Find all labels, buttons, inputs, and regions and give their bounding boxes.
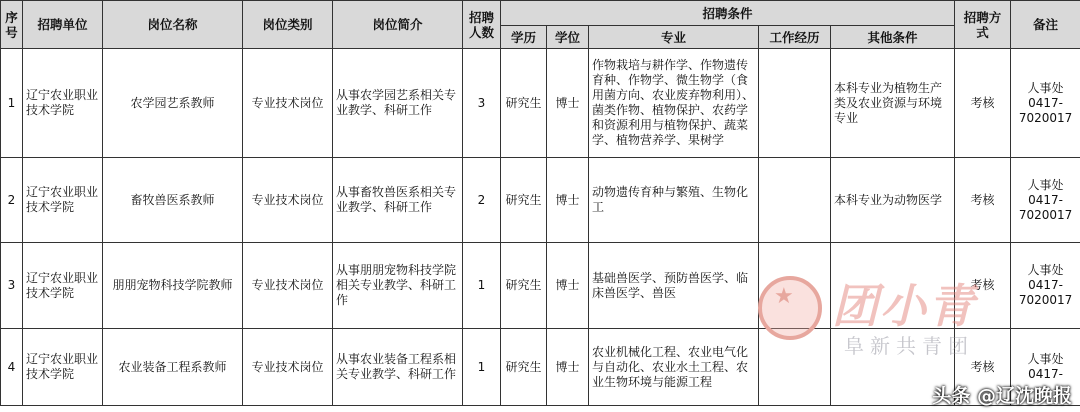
header-conditions: 招聘条件 [501, 1, 955, 26]
cell-unit: 辽宁农业职业技术学院 [23, 329, 103, 406]
cell-remark: 人事处 0417-7020017 [1011, 49, 1080, 158]
header-degree: 学位 [547, 26, 589, 49]
cell-degree: 博士 [547, 158, 589, 243]
cell-position: 农业装备工程系教师 [103, 329, 243, 406]
cell-degree: 博士 [547, 49, 589, 158]
cell-major: 作物栽培与耕作学、作物遗传育种、作物学、微生物学（食用菌方向、农业废弃物利用）、菌类作物、植物保护、农药学和资源利用与植物保护、蔬菜学、植物营养学、果树学 [589, 49, 759, 158]
cell-position: 朋朋宠物科技学院教师 [103, 243, 243, 329]
watermark-subtitle: 阜新共青团 [844, 334, 974, 358]
cell-experience [759, 243, 831, 329]
cell-seq: 2 [1, 158, 23, 243]
cell-count: 3 [463, 49, 501, 158]
cell-method: 考核 [955, 49, 1011, 158]
cell-count: 2 [463, 158, 501, 243]
cell-intro: 从事农学园艺系相关专业教学、科研工作 [333, 49, 463, 158]
header-method: 招聘方式 [955, 1, 1011, 49]
cell-count: 1 [463, 329, 501, 406]
cell-category: 专业技术岗位 [243, 329, 333, 406]
source-caption: 头条 @辽沈晚报 [932, 385, 1072, 407]
cell-method: 考核 [955, 243, 1011, 329]
cell-remark: 人事处 0417- [1011, 329, 1080, 406]
watermark-title: 团小青 [832, 279, 976, 333]
header-position: 岗位名称 [103, 1, 243, 49]
cell-category: 专业技术岗位 [243, 243, 333, 329]
cell-degree: 博士 [547, 329, 589, 406]
header-unit: 招聘单位 [23, 1, 103, 49]
cell-major: 动物遗传育种与繁殖、生物化工 [589, 158, 759, 243]
cell-education: 研究生 [501, 243, 547, 329]
cell-major: 基础兽医学、预防兽医学、临床兽医学、兽医 [589, 243, 759, 329]
cell-experience [759, 329, 831, 406]
header-major: 专业 [589, 26, 759, 49]
cell-seq: 1 [1, 49, 23, 158]
cell-unit: 辽宁农业职业技术学院 [23, 158, 103, 243]
cell-intro: 从事农业装备工程系相关专业教学、科研工作 [333, 329, 463, 406]
cell-category: 专业技术岗位 [243, 49, 333, 158]
cell-other: 本科专业为动物医学 [831, 158, 955, 243]
cell-method: 考核 [955, 329, 1011, 406]
cell-remark: 人事处 0417-7020017 [1011, 243, 1080, 329]
cell-intro: 从事畜牧兽医系相关专业教学、科研工作 [333, 158, 463, 243]
table-row [1, 243, 1080, 329]
cell-education: 研究生 [501, 329, 547, 406]
cell-category: 专业技术岗位 [243, 158, 333, 243]
cell-other [831, 243, 955, 329]
cell-degree: 博士 [547, 243, 589, 329]
cell-education: 研究生 [501, 158, 547, 243]
table-row [1, 329, 1080, 406]
header-education: 学历 [501, 26, 547, 49]
cell-major: 农业机械化工程、农业电气化与自动化、农业水土工程、农业生物环境与能源工程 [589, 329, 759, 406]
cell-method: 考核 [955, 158, 1011, 243]
cell-unit: 辽宁农业职业技术学院 [23, 49, 103, 158]
cell-unit: 辽宁农业职业技术学院 [23, 243, 103, 329]
cell-other: 本科专业为植物生产类及农业资源与环境专业 [831, 49, 955, 158]
table-row [1, 49, 1080, 158]
header-remark: 备注 [1011, 1, 1080, 49]
cell-education: 研究生 [501, 49, 547, 158]
cell-experience [759, 158, 831, 243]
header-intro: 岗位简介 [333, 1, 463, 49]
header-count: 招聘人数 [463, 1, 501, 49]
cell-seq: 3 [1, 243, 23, 329]
cell-count: 1 [463, 243, 501, 329]
cell-position: 农学园艺系教师 [103, 49, 243, 158]
header-seq: 序号 [1, 1, 23, 49]
cell-intro: 从事朋朋宠物科技学院相关专业教学、科研工作 [333, 243, 463, 329]
header-other: 其他条件 [831, 26, 955, 49]
cell-seq: 4 [1, 329, 23, 406]
cell-position: 畜牧兽医系教师 [103, 158, 243, 243]
header-experience: 工作经历 [759, 26, 831, 49]
table-row [1, 158, 1080, 243]
star-icon: ★ [774, 284, 794, 309]
cell-experience [759, 49, 831, 158]
cell-remark: 人事处 0417-7020017 [1011, 158, 1080, 243]
header-category: 岗位类别 [243, 1, 333, 49]
